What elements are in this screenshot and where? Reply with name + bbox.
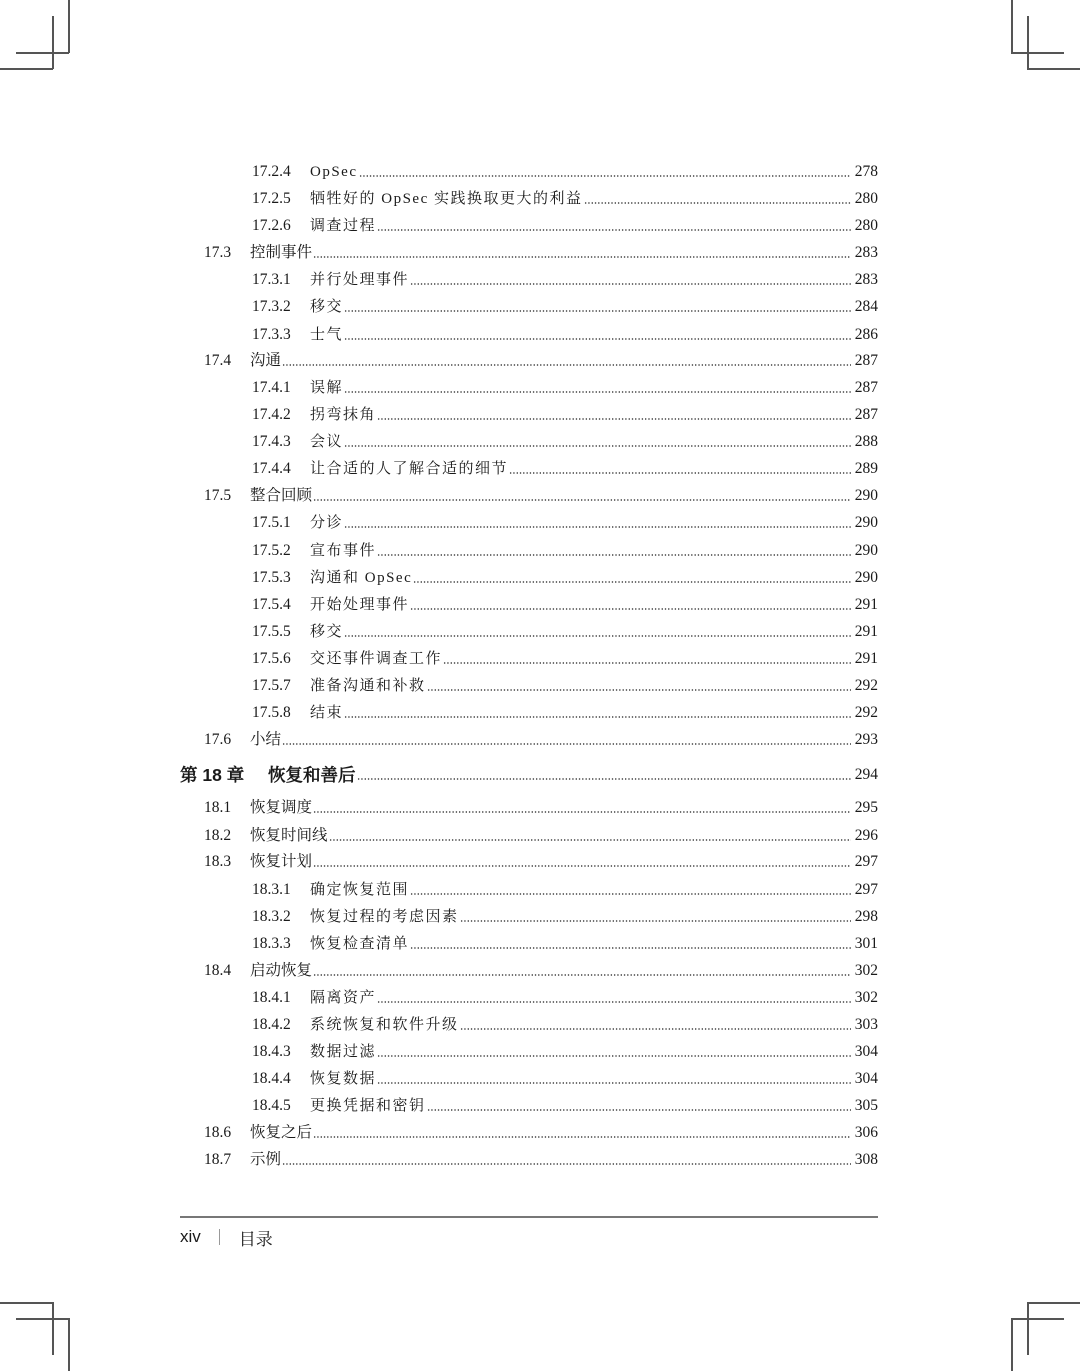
page-number: 289 (854, 460, 878, 477)
dot-leader (344, 716, 851, 718)
section-title: 移交 (310, 624, 344, 640)
crop-mark-top-left (68, 0, 70, 53)
dot-leader (377, 418, 851, 420)
section-number: 17.2.6 (252, 217, 291, 234)
toc-entry[interactable] (180, 458, 878, 480)
page-number: 290 (854, 569, 878, 586)
toc-entry[interactable] (180, 825, 878, 847)
crop-mark-top-right (1027, 16, 1029, 69)
dot-leader (427, 689, 851, 691)
page-number: 286 (854, 326, 878, 343)
section-title: OpSec (310, 164, 358, 180)
running-section-title: 目录 (238, 1229, 273, 1249)
section-number: 18.3.3 (252, 935, 291, 952)
crop-mark-bottom-left (52, 1302, 54, 1355)
toc-chapter-entry[interactable] (180, 764, 878, 786)
page-footer (180, 1226, 273, 1248)
page-number: 280 (854, 190, 878, 207)
section-number: 17.2.4 (252, 163, 291, 180)
dot-leader (282, 743, 851, 745)
page-number: 287 (854, 352, 878, 369)
page-number: 284 (854, 298, 878, 315)
toc-entry[interactable] (180, 161, 878, 183)
toc-entry[interactable] (180, 648, 878, 670)
dot-leader (313, 1136, 851, 1138)
section-title: 沟通和 OpSec (310, 570, 413, 586)
section-number: 18.3 (204, 853, 232, 870)
dot-leader (357, 778, 852, 780)
toc-entry[interactable] (180, 729, 878, 751)
toc-entry[interactable] (180, 702, 878, 724)
page-number: 296 (854, 827, 878, 844)
section-number: 17.5.2 (252, 542, 291, 559)
toc-entry[interactable] (180, 431, 878, 453)
crop-mark-bottom-right (1011, 1318, 1013, 1371)
dot-leader (377, 554, 851, 556)
dot-leader (377, 1001, 851, 1003)
section-title: 开始处理事件 (310, 597, 410, 613)
section-number: 18.3.1 (252, 881, 291, 898)
dot-leader (413, 581, 851, 583)
section-title: 控制事件 (250, 244, 313, 261)
section-number: 18.1 (204, 799, 232, 816)
toc-entry[interactable] (180, 215, 878, 237)
dot-leader (313, 811, 851, 813)
section-title: 示例 (250, 1151, 282, 1168)
page-number: 290 (854, 542, 878, 559)
section-number: 17.6 (204, 731, 232, 748)
dot-leader (377, 229, 851, 231)
toc-entry[interactable] (180, 675, 878, 697)
section-number: 17.5.1 (252, 514, 291, 531)
section-number: 17.3.1 (252, 271, 291, 288)
toc-entry[interactable] (180, 1068, 878, 1090)
section-title: 并行处理事件 (310, 272, 410, 288)
page-number: 301 (854, 935, 878, 952)
toc-entry[interactable] (180, 1014, 878, 1036)
section-number: 18.6 (204, 1124, 232, 1141)
section-number: 18.4.3 (252, 1043, 291, 1060)
dot-leader (329, 839, 851, 841)
section-number: 17.4 (204, 352, 232, 369)
toc-entry[interactable] (180, 242, 878, 264)
page-number: 288 (854, 433, 878, 450)
page-number: 297 (854, 881, 878, 898)
crop-mark-top-right (1027, 68, 1080, 70)
page-number: 305 (854, 1097, 878, 1114)
page-number: 292 (854, 704, 878, 721)
section-number: 17.4.4 (252, 460, 291, 477)
dot-leader (460, 1028, 851, 1030)
toc-entry[interactable] (180, 621, 878, 643)
section-number: 17.4.1 (252, 379, 291, 396)
toc-entry[interactable] (180, 1095, 878, 1117)
dot-leader (584, 202, 852, 204)
section-title: 更换凭据和密钥 (310, 1098, 426, 1114)
page-number: 303 (854, 1016, 878, 1033)
dot-leader (313, 256, 851, 258)
toc-entry[interactable] (180, 1149, 878, 1171)
toc-entry[interactable] (180, 377, 878, 399)
dot-leader (410, 893, 851, 895)
toc-entry[interactable] (180, 324, 878, 346)
page-number: 294 (854, 766, 878, 783)
page-number: 287 (854, 406, 878, 423)
crop-mark-top-right (1011, 52, 1064, 54)
section-title: 沟通 (250, 352, 282, 369)
section-title: 隔离资产 (310, 990, 377, 1006)
section-number: 17.2.5 (252, 190, 291, 207)
section-title: 宣布事件 (310, 543, 377, 559)
section-title: 拐弯抹角 (310, 407, 377, 423)
section-title: 移交 (310, 299, 344, 315)
section-number: 17.5 (204, 487, 232, 504)
toc-entry[interactable] (180, 296, 878, 318)
page-number: 297 (854, 853, 878, 870)
section-title: 调查过程 (310, 218, 377, 234)
dot-leader (313, 499, 851, 501)
section-title: 恢复计划 (250, 853, 313, 870)
page-number: 304 (854, 1070, 878, 1087)
section-number: 18.4.5 (252, 1097, 291, 1114)
crop-mark-top-right (1011, 0, 1013, 53)
crop-mark-top-left (52, 16, 54, 69)
toc-entry[interactable] (180, 512, 878, 534)
section-number: 17.4.3 (252, 433, 291, 450)
dot-leader (377, 1082, 851, 1084)
section-number: 18.7 (204, 1151, 232, 1168)
page-number: 291 (854, 650, 878, 667)
section-number: 18.2 (204, 827, 232, 844)
dot-leader (344, 310, 851, 312)
section-number: 18.4 (204, 962, 232, 979)
section-number: 17.5.6 (252, 650, 291, 667)
section-title: 结束 (310, 705, 344, 721)
toc-entry[interactable] (180, 269, 878, 291)
page-number: 295 (854, 799, 878, 816)
toc-entry[interactable] (180, 1122, 878, 1144)
section-title: 士气 (310, 327, 344, 343)
dot-leader (344, 445, 851, 447)
toc-entry[interactable] (180, 960, 878, 982)
page-number: 287 (854, 379, 878, 396)
section-number: 18.4.4 (252, 1070, 291, 1087)
section-title: 恢复数据 (310, 1071, 377, 1087)
dot-leader (460, 920, 851, 922)
toc-entry[interactable] (180, 906, 878, 928)
dot-leader (410, 608, 851, 610)
footer-separator (219, 1229, 220, 1245)
section-number: 17.5.3 (252, 569, 291, 586)
section-title: 恢复时间线 (250, 827, 328, 844)
dot-leader (509, 472, 851, 474)
chapter-title: 恢复和善后 (268, 765, 356, 785)
section-number: 17.4.2 (252, 406, 291, 423)
dot-leader (344, 338, 851, 340)
page-number: 278 (854, 163, 878, 180)
dot-leader (410, 283, 851, 285)
dot-leader (344, 391, 851, 393)
crop-mark-bottom-left (16, 1318, 69, 1320)
toc-entry[interactable] (180, 1041, 878, 1063)
section-number: 17.5.8 (252, 704, 291, 721)
crop-mark-bottom-right (1027, 1302, 1080, 1304)
section-number: 18.4.1 (252, 989, 291, 1006)
toc-entry[interactable] (180, 594, 878, 616)
dot-leader (377, 1055, 851, 1057)
folio-page-number: xiv (180, 1227, 201, 1246)
toc-entry[interactable] (180, 851, 878, 873)
section-title: 牺牲好的 OpSec 实践换取更大的利益 (310, 191, 583, 207)
page-number: 291 (854, 596, 878, 613)
section-title: 会议 (310, 434, 344, 450)
section-title: 让合适的人了解合适的细节 (310, 461, 509, 477)
dot-leader (443, 662, 851, 664)
section-number: 17.3.3 (252, 326, 291, 343)
section-number: 17.3.2 (252, 298, 291, 315)
section-title: 启动恢复 (250, 962, 313, 979)
toc-entry[interactable] (180, 485, 878, 507)
section-number: 18.3.2 (252, 908, 291, 925)
page-number: 304 (854, 1043, 878, 1060)
section-number: 17.5.7 (252, 677, 291, 694)
page-number: 283 (854, 244, 878, 261)
toc-entry[interactable] (180, 188, 878, 210)
page-number: 283 (854, 271, 878, 288)
section-title: 交还事件调查工作 (310, 651, 443, 667)
page-number: 302 (854, 962, 878, 979)
dot-leader (427, 1109, 851, 1111)
footer-divider (180, 1216, 878, 1218)
section-title: 恢复过程的考虑因素 (310, 909, 459, 925)
section-number: 18.4.2 (252, 1016, 291, 1033)
dot-leader (313, 974, 851, 976)
dot-leader (344, 635, 851, 637)
toc-entry[interactable] (180, 350, 878, 372)
section-title: 系统恢复和软件升级 (310, 1017, 459, 1033)
section-title: 恢复调度 (250, 799, 313, 816)
dot-leader (313, 865, 851, 867)
page-number: 306 (854, 1124, 878, 1141)
section-title: 数据过滤 (310, 1044, 377, 1060)
section-title: 整合回顾 (250, 487, 313, 504)
toc-entry[interactable] (180, 987, 878, 1009)
toc-entry[interactable] (180, 404, 878, 426)
crop-mark-bottom-right (1011, 1318, 1064, 1320)
page-number: 292 (854, 677, 878, 694)
page-number: 293 (854, 731, 878, 748)
section-title: 小结 (250, 731, 282, 748)
page-number: 291 (854, 623, 878, 640)
page-number: 290 (854, 514, 878, 531)
section-title: 恢复之后 (250, 1124, 313, 1141)
toc-entry[interactable] (180, 540, 878, 562)
dot-leader (282, 1163, 851, 1165)
section-number: 17.5.4 (252, 596, 291, 613)
toc-entry[interactable] (180, 567, 878, 589)
dot-leader (359, 175, 852, 177)
section-title: 确定恢复范围 (310, 882, 410, 898)
section-number: 17.5.5 (252, 623, 291, 640)
toc-entry[interactable] (180, 933, 878, 955)
crop-mark-top-left (16, 52, 69, 54)
crop-mark-bottom-right (1027, 1302, 1029, 1355)
chapter-number: 第 18 章 (180, 765, 245, 785)
dot-leader (344, 526, 851, 528)
crop-mark-top-left (0, 68, 53, 70)
section-title: 恢复检查清单 (310, 936, 410, 952)
section-title: 分诊 (310, 515, 344, 531)
toc-entry[interactable] (180, 879, 878, 901)
page-number: 290 (854, 487, 878, 504)
section-title: 准备沟通和补救 (310, 678, 426, 694)
toc-entry[interactable] (180, 797, 878, 819)
page-number: 280 (854, 217, 878, 234)
crop-mark-bottom-left (0, 1302, 53, 1304)
crop-mark-bottom-left (68, 1318, 70, 1371)
page-number: 302 (854, 989, 878, 1006)
page-number: 298 (854, 908, 878, 925)
section-number: 17.3 (204, 244, 232, 261)
dot-leader (282, 364, 851, 366)
dot-leader (410, 947, 851, 949)
section-title: 误解 (310, 380, 344, 396)
page-number: 308 (854, 1151, 878, 1168)
